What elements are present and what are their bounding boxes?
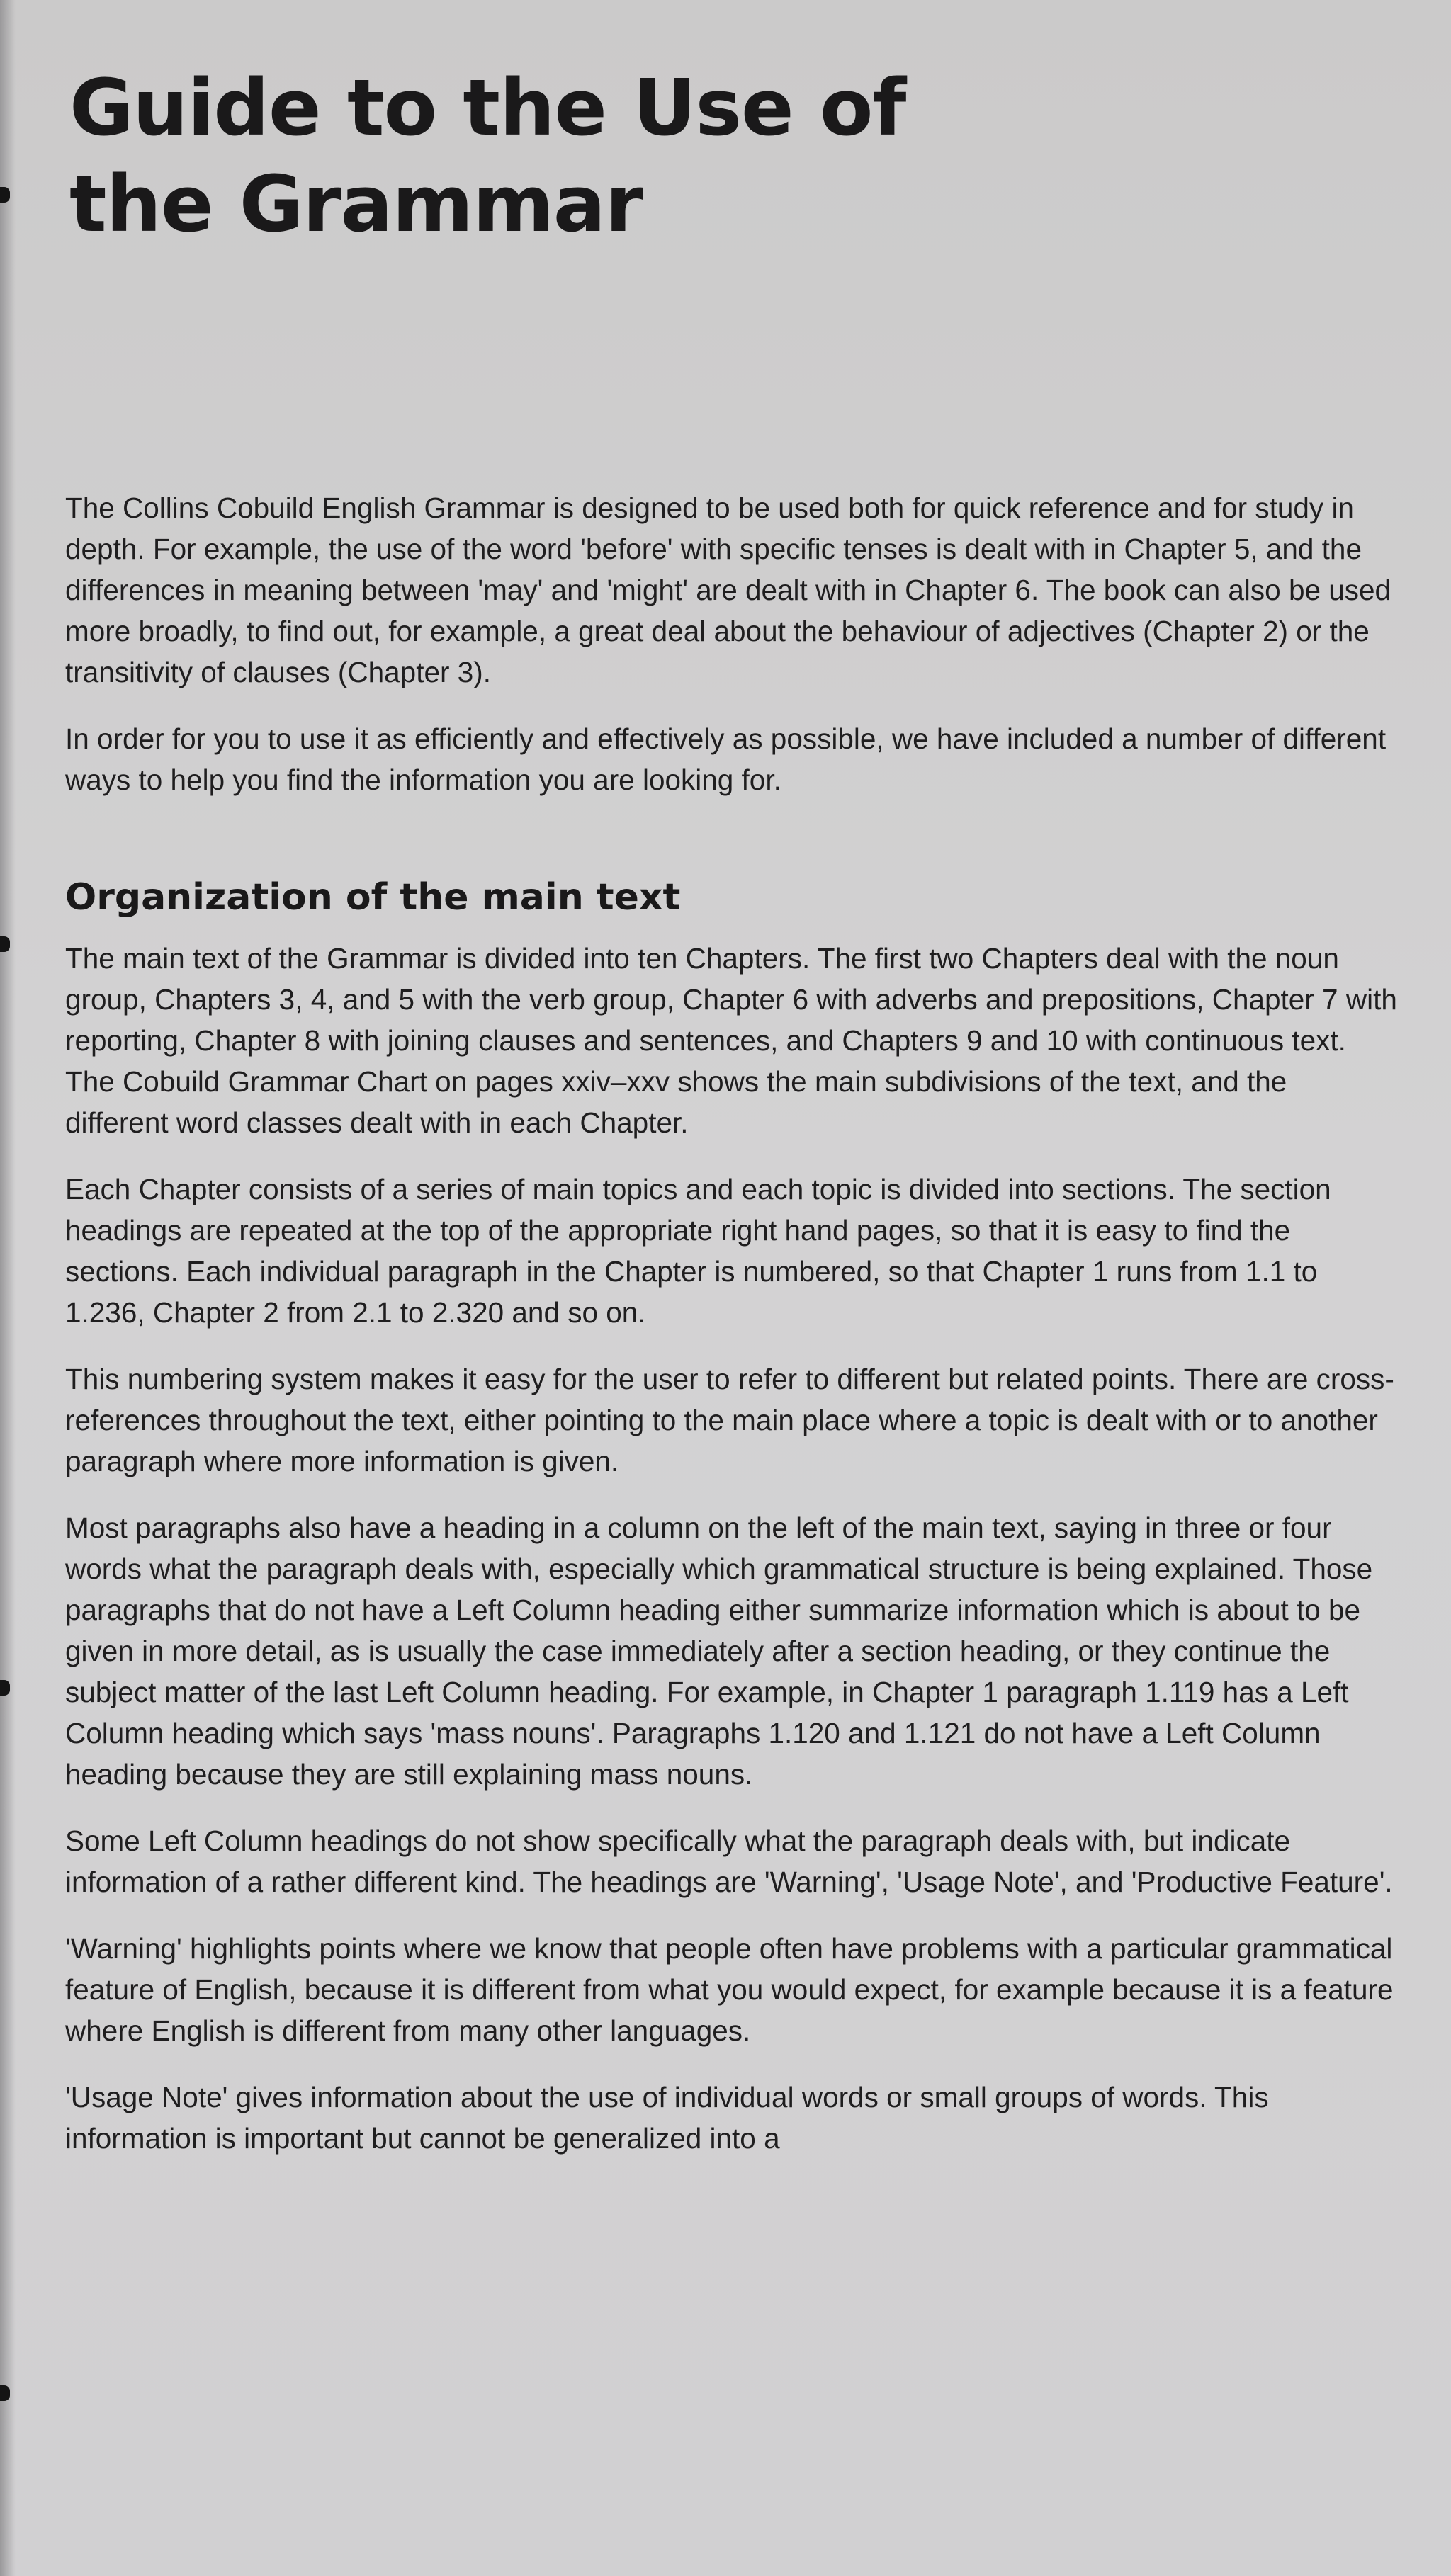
binding-hole [0, 936, 10, 952]
section-paragraph: Most paragraphs also have a heading in a column on the left of the main text, saying in three or four words what the paragraph deals with, especially which grammatical structure is being explained. Those paragraphs that do not have a Left Column heading either summarize information which is about to be given in more detail, as is usually the case immediately after a section heading, or they continue the subject matter of the last Left Column heading. For example, in Chapter 1 paragraph 1.119 has a Left Column heading which says 'mass nouns'. Paragraphs 1.120 and 1.121 do not have a Left Column heading because they are still explaining mass nouns. [65, 1511, 1373, 1791]
binding-hole [0, 1680, 10, 1696]
section-paragraph: Some Left Column headings do not show specifically what the paragraph deals with, but indicate information of a rather different kind. The headings are 'Warning', 'Usage Note', and 'Productive Feature'. [65, 1825, 1393, 1898]
section-paragraph: Each Chapter consists of a series of main topics and each topic is divided into sections. The section headings are repeated at the top of the appropriate right hand pages, so that it is easy to find the sections. Each individual paragraph in the Chapter is numbered, so that Chapter 1 runs from 1.1 to 1.236, Chapter 2 from 2.1 to 2.320 and so on. [65, 1173, 1331, 1329]
section-paragraph: 'Warning' highlights points where we know that people often have problems with a particular grammatical feature of English, because it is different from what you would expect, for example because it is a feature where English is different from many other languages. [65, 1932, 1394, 2047]
title-line-1: Guide to the Use of [69, 62, 906, 153]
section-paragraph: The main text of the Grammar is divided into ten Chapters. The first two Chapters deal with the noun group, Chapters 3, 4, and 5 with the verb group, Chapter 6 with adverbs and prepositions, Chapter 7 with reporting, Chapter 8 with joining clauses and sentences, and Chapters 9 and 10 with continuous text. The Cobuild Grammar Chart on pages xxiv–xxv shows the main subdivisions of the text, and the different word classes dealt with in each Chapter. [65, 942, 1397, 1139]
page-title [69, 59, 905, 252]
section-heading: Organization of the main text [65, 876, 681, 919]
intro-paragraph: In order for you to use it as efficiently and effectively as possible, we have included a number of different ways to help you find the information you are looking for. [65, 722, 1387, 796]
section-paragraph: This numbering system makes it easy for the user to refer to different but related points. There are cross-references throughout the text, either pointing to the main place where a topic is dealt with or to another paragraph where more information is given. [65, 1363, 1394, 1477]
intro-paragraph: The Collins Cobuild English Grammar is designed to be used both for quick reference and for study in depth. For example, the use of the word 'before' with specific tenses is dealt with in Chapter 5, and the differences in meaning between 'may' and 'might' are dealt with in Chapter 6. The book can also be used more broadly, to find out, for example, a great deal about the behaviour of adjectives (Chapter 2) or the transitivity of clauses (Chapter 3). [65, 492, 1391, 688]
section-paragraph: 'Usage Note' gives information about the use of individual words or small groups of words. This information is important but cannot be generalized into a [65, 2081, 1269, 2155]
main-text [65, 487, 1397, 2184]
binding-hole [0, 2385, 10, 2401]
binding-shadow [0, 0, 16, 2576]
title-line-2: the Grammar [69, 159, 643, 249]
binding-hole [0, 187, 10, 203]
